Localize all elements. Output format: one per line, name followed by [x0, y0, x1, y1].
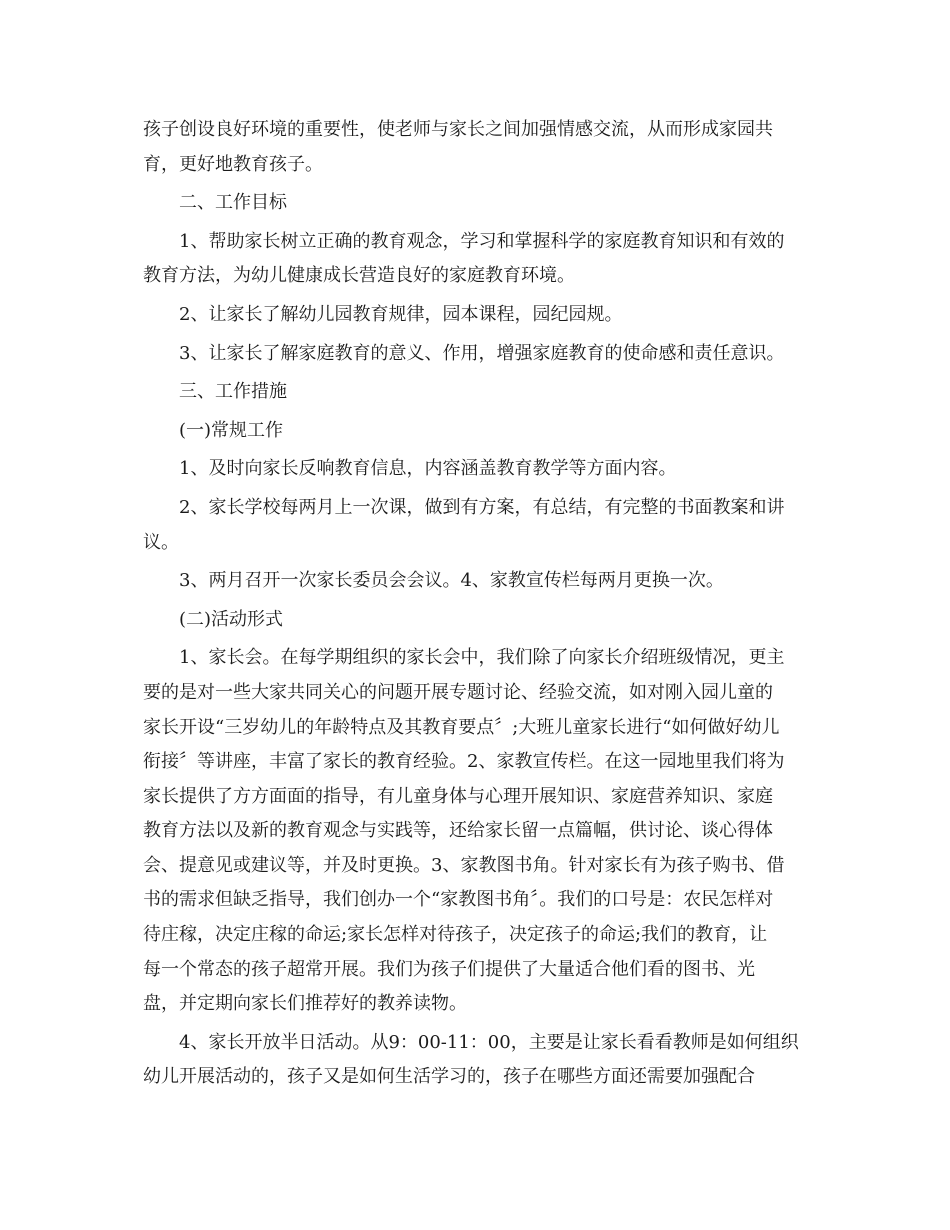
- text-line: 待庄稼，决定庄稼的命运;家长怎样对待孩子，决定孩子的命运;我们的教育，让: [143, 924, 768, 946]
- text-line: 教育方法以及新的教育观念与实践等，还给家长留一点篇幅，供讨论、谈心得体: [143, 820, 773, 842]
- text-line: 2、让家长了解幼儿园教育规律，园本课程，园纪园规。: [179, 303, 623, 325]
- text-line: 幼儿开展活动的，孩子又是如何生活学习的，孩子在哪些方面还需要加强配合: [143, 1066, 755, 1088]
- text-line: 会、提意见或建议等，并及时更换。3、家教图书角。针对家长有为孩子购书、借: [143, 854, 785, 876]
- text-line: 盘，并定期向家长们推荐好的教养读物。: [143, 993, 467, 1015]
- text-line: 议。: [143, 531, 179, 553]
- text-line: 家长提供了方方面面的指导，有儿童身体与心理开展知识、家庭营养知识、家庭: [143, 785, 773, 807]
- text-line: 育，更好地教育孩子。: [143, 153, 323, 175]
- text-line: 3、两月召开一次家长委员会会议。4、家教宣传栏每两月更换一次。: [179, 570, 724, 592]
- text-line: 1、及时向家长反响教育信息，内容涵盖教育教学等方面内容。: [179, 458, 677, 480]
- document-body: [143, 113, 808, 1095]
- text-line: 2、家长学校每两月上一次课，做到有方案，有总结，有完整的书面教案和讲: [179, 496, 785, 518]
- text-line: 书的需求但缺乏指导，我们创办一个“家教图书角〞。我们的口号是：农民怎样对: [143, 889, 774, 911]
- text-line: 二、工作目标: [179, 192, 287, 214]
- text-line: 家长开设“三岁幼儿的年龄特点及其教育要点〞;大班儿童家长进行“如何做好幼儿: [143, 716, 780, 738]
- text-line: 三、工作措施: [179, 381, 287, 403]
- text-line: 1、帮助家长树立正确的教育观念，学习和掌握科学的家庭教育知识和有效的: [179, 230, 785, 252]
- text-line: 3、让家长了解家庭教育的意义、作用，增强家庭教育的使命感和责任意识。: [179, 342, 785, 364]
- text-line: 孩子创设良好环境的重要性，使老师与家长之间加强情感交流，从而形成家园共: [143, 119, 773, 140]
- text-line: (一)常规工作: [179, 419, 284, 441]
- text-line: 4、家长开放半日活动。从9：00-11：00，主要是让家长看看教师是如何组织: [179, 1031, 799, 1053]
- text-line: 1、家长会。在每学期组织的家长会中，我们除了向家长介绍班级情况，更主: [179, 647, 785, 669]
- text-line: 要的是对一些大家共同关心的问题开展专题讨论、经验交流，如对刚入园儿童的: [143, 681, 773, 703]
- text-line: 每一个常态的孩子超常开展。我们为孩子们提供了大量适合他们看的图书、光: [143, 958, 755, 980]
- text-line: (二)活动形式: [179, 608, 284, 630]
- text-line: 衔接〞等讲座，丰富了家长的教育经验。2、家教宣传栏。在这一园地里我们将为: [143, 751, 785, 773]
- text-line: 教育方法，为幼儿健康成长营造良好的家庭教育环境。: [143, 265, 575, 287]
